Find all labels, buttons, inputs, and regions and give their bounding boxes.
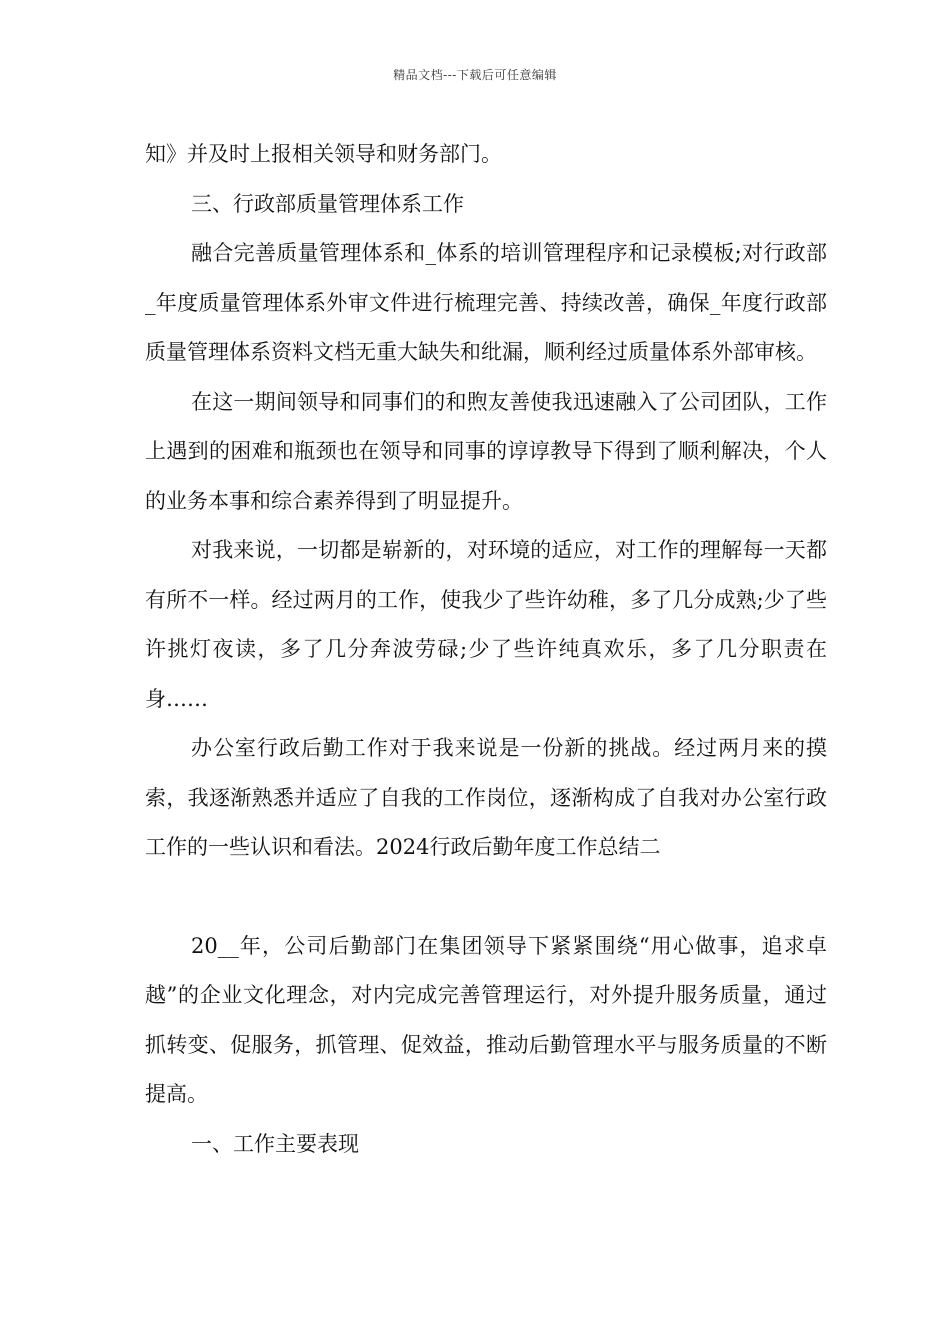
paragraph-continuation: 知》并及时上报相关领导和财务部门。 (145, 142, 502, 166)
paragraph-team: 在这一期间领导和同事们的和煦友善使我迅速融入了公司团队，工作上遇到的困难和瓶颈也在领导和同事的谆谆教导下得到了顺利解决，个人的业务本事和综合素养得到了明显提升。 (145, 389, 827, 513)
page-header: 精品文档---下载后可任意编辑 (393, 68, 557, 82)
paragraph-gap (145, 873, 827, 922)
paragraph-quality-system: 融合完善质量管理体系和_体系的培训管理程序和记录模板;对行政部_年度质量管理体系外审文件进行梳理完善、持续改善，确保_年度行政部质量管理体系资料文档无重大缺失和纰漏，顺利经过质量体系外部审核。 (145, 241, 827, 364)
paragraph-reflection: 对我来说，一切都是崭新的，对环境的适应，对工作的理解每一天都有所不一样。经过两月的工作，使我少了些许幼稚，多了几分成熟;少了些许挑灯夜读，多了几分奔波劳碌;少了些许纯真欢乐，多了几分职责在身…… (145, 538, 827, 711)
section-heading-one: 一、工作主要表现 (191, 1131, 359, 1156)
paragraph-challenge: 办公室行政后勤工作对于我来说是一份新的挑战。经过两月来的摸索，我逐渐熟悉并适应了自我的工作岗位，逐渐构成了自我对办公室行政工作的一些认识和看法。2024行政后勤年度工作总结二 (145, 736, 827, 859)
paragraph-annual-summary: 20__年，公司后勤部门在集团领导下紧紧围绕“用心做事，追求卓越”的企业文化理念，对内完成完善管理运行，对外提升服务质量，通过抓转变、促服务，抓管理、促效益，推动后勤管理水平与服务质量的不断提高。 (145, 933, 827, 1106)
document-body (145, 130, 827, 1169)
section-heading-three: 三、行政部质量管理体系工作 (191, 191, 464, 216)
